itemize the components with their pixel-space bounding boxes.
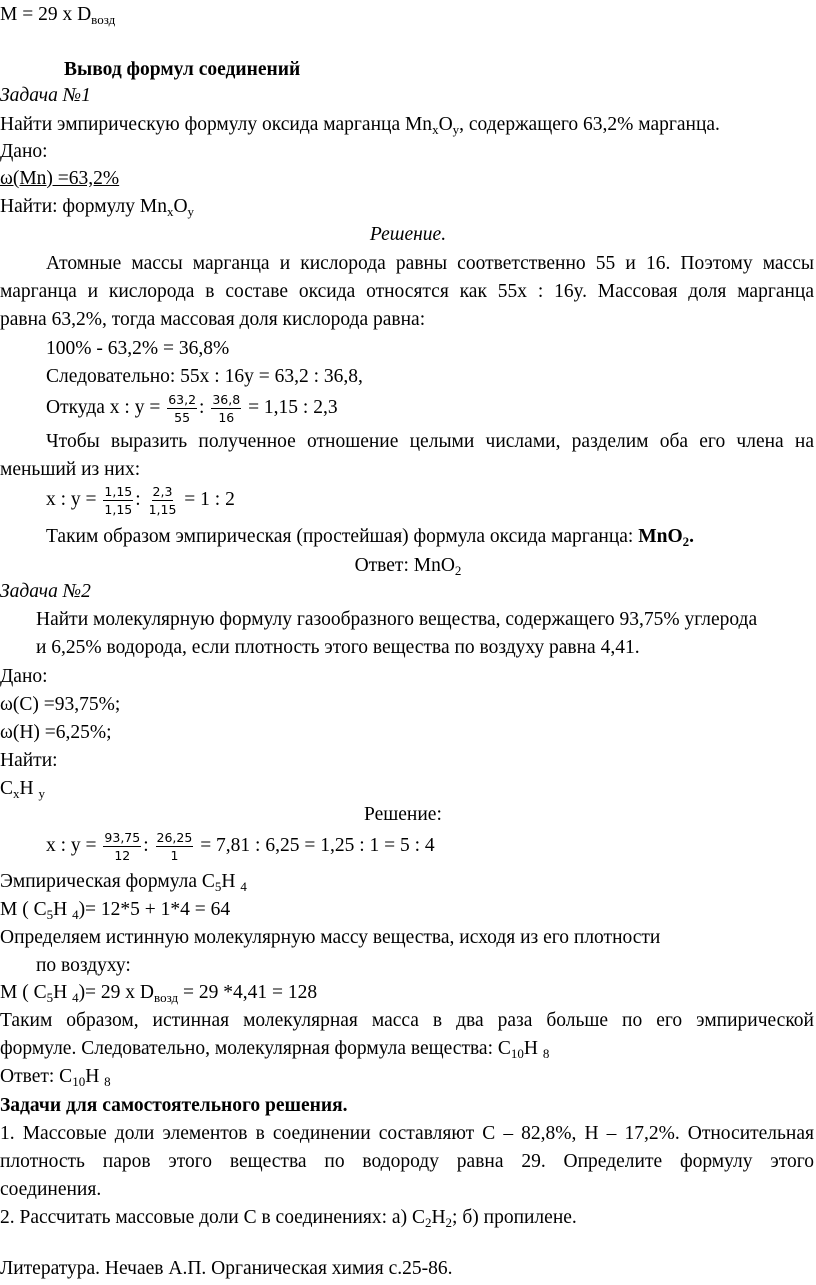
fraction: $\frac{93,75}{12}$	[104, 830, 141, 864]
solution-text-line: равна 63,2%, тогда массовая доля кислорода равна:	[0, 309, 426, 330]
equation: Следовательно: 55x : 16y = 63,2 : 36,8,	[46, 366, 363, 387]
conclusion: Таким образом эмпирическая (простейшая) формула оксида марганца: MnO$_2$.	[46, 526, 695, 549]
ratio-equation: x : y = $\frac{93,75}{12}$ : $\frac{26,25}{1}$ = 7,81 : 6,25 = 1,25 : 1 = 5 : 4	[46, 830, 435, 864]
molecular-formula: формуле. Следовательно, молекулярная формула вещества: $C_{10}H$ $_8$	[0, 1038, 550, 1061]
fraction: $\frac{63,2}{55}$	[168, 392, 197, 426]
fraction: $\frac{1,15}{1,15}$	[104, 484, 133, 518]
task-1-title: Задача №1	[0, 85, 91, 106]
ratio-equation: Откуда x : y = $\frac{63,2}{55}$ : $\frac{36,8}{16}$ = 1,15 : 2,3	[46, 392, 338, 426]
true-mass: M ( $C_5H$ $_4$)= 29 x $D_{возд} = 29$ *4,41 = 128	[0, 982, 318, 1005]
exercise-1: 1. Массовые доли элементов в соединении составляют C – 82,8%, H – 17,2%. Относительная	[0, 1123, 814, 1144]
section-title: Вывод формул соединений	[64, 59, 301, 80]
answer-1: Ответ: MnO$_2$	[354, 555, 462, 578]
find-formula: $C_xH$ $_y$	[0, 778, 45, 801]
solution-text-line: Атомные массы марганца и кислорода равны соответственно 55 и 16. Поэтому массы	[46, 253, 814, 274]
exercise-2: 2. Рассчитать массовые доли C в соединениях: а) $C_2H_2$; б) пропилене.	[0, 1207, 577, 1230]
task-2-statement: Найти молекулярную формулу газообразного вещества, содержащего 93,75% углерода	[36, 609, 758, 630]
fraction: $\frac{36,8}{16}$	[212, 392, 241, 426]
equation: 100% - 63,2% = 36,8%	[46, 338, 230, 359]
task-2-title: Задача №2	[0, 581, 91, 602]
find-formula: Найти: формулу $Mn_xO_y$	[0, 196, 195, 219]
answer-2: Ответ: $C_{10}H$ $_8$	[0, 1066, 111, 1089]
task-2-statement: и 6,25% водорода, если плотность этого вещества по воздуху равна 4,41.	[36, 637, 640, 658]
given-label: Дано:	[0, 141, 48, 162]
exercise-1: плотность паров этого вещества по водороду равна 29. Определите формулу этого	[0, 1151, 814, 1172]
ratio-equation: x : y = $\frac{1,15}{1,15}$ : $\frac{2,3}{1,15}$ = 1 : 2	[46, 484, 235, 518]
empirical-mass: M ( $C_5H$ $_4$)= 12*5 + 1*4 = 64	[0, 899, 231, 922]
given-mn: ω(Mn) =63,2%	[0, 168, 120, 189]
fraction: $\frac{26,25}{1}$	[156, 830, 193, 864]
literature-reference: Литература. Нечаев А.П. Органическая химия с.25-86.	[0, 1258, 453, 1279]
solution-heading: Решение:	[364, 804, 442, 825]
given-c: ω(C) =93,75%;	[0, 694, 121, 715]
given-label: Дано:	[0, 666, 48, 687]
exercises-heading: Задачи для самостоятельного решения.	[0, 1095, 348, 1116]
solution-text-line: Определяем истинную молекулярную массу вещества, исходя из его плотности	[0, 927, 661, 948]
given-h: ω(H) =6,25%;	[0, 722, 112, 743]
fraction: $\frac{2,3}{1,15}$	[148, 484, 177, 518]
solution-text-line: Чтобы выразить полученное отношение целыми числами, разделим оба его члена на	[46, 431, 814, 452]
task-1-statement: Найти эмпирическую формулу оксида марганца $Mn_xO_y$, содержащего 63,2% марганца.	[0, 114, 720, 137]
find-label: Найти:	[0, 750, 58, 771]
solution-text-line: марганца и кислорода в составе оксида относятся как 55x : 16y. Массовая доля марганца	[0, 281, 814, 302]
solution-text-line: Таким образом, истинная молекулярная масса в два раза больше по его эмпирической	[0, 1010, 814, 1031]
solution-heading: Решение.	[369, 224, 447, 245]
solution-text-line: по воздуху:	[36, 955, 131, 976]
solution-text-line: меньший из них:	[0, 459, 141, 480]
formula-molar-mass: M = 29 x $D_{возд}$	[0, 4, 116, 27]
empirical-formula: Эмпирическая формула $C_5H$ $_4$	[0, 871, 247, 894]
exercise-1: соединения.	[0, 1179, 102, 1200]
